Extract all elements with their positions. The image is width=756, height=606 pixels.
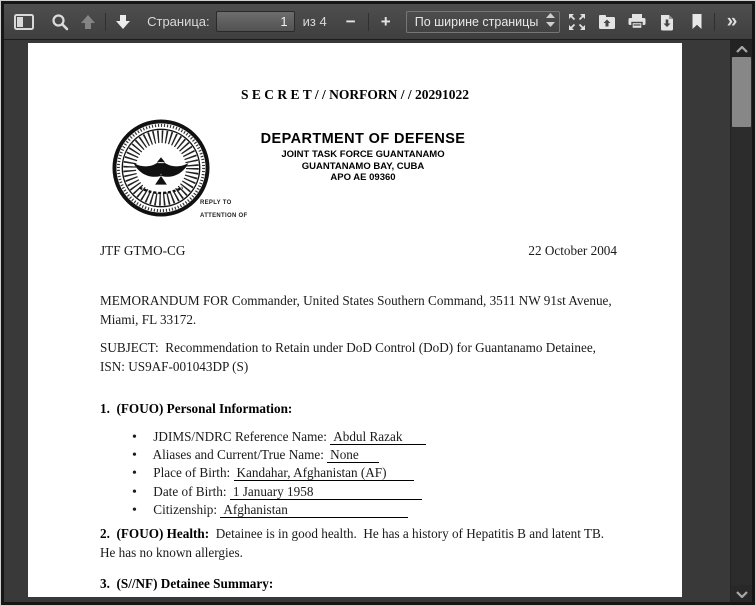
subject-line1: SUBJECT: Recommendation to Retain under DoD Control (DoD) for Guantanamo Detainee, (100, 340, 596, 355)
page-label: Страница: (147, 14, 210, 29)
sidebar-toggle-button[interactable] (10, 9, 38, 35)
search-icon (51, 13, 69, 31)
zoom-mode-value: По ширине страницы (414, 14, 539, 29)
viewer-content (4, 40, 752, 602)
chevron-up-icon (736, 40, 748, 58)
memo-line1: MEMORANDUM FOR Commander, United States Southern Command, 3511 NW 91st Avenue, (100, 293, 612, 308)
field-value: Kandahar, Afghanistan (AF) (234, 466, 414, 481)
chevron-down-icon (736, 585, 748, 603)
section1-heading: 1. (FOUO) Personal Information: (100, 401, 293, 416)
field-label: Date of Birth: (153, 483, 227, 499)
field-value: Abdul Razak (330, 430, 426, 445)
section2-line1: Detainee is in good health. He has a history of Hepatitis B and latent TB. (209, 526, 605, 541)
memo-line2: Miami, FL 33172. (100, 311, 197, 327)
bookmark-icon (690, 13, 704, 30)
letterhead (178, 131, 548, 184)
memorandum-paragraph (100, 292, 645, 329)
letterhead-location: GUANTANAMO BAY, CUBA (301, 160, 425, 172)
field-value: None (327, 448, 379, 463)
field-value: 1 January 1958 (230, 485, 422, 500)
toolbar-divider (105, 13, 106, 31)
classification-banner: S E C R E T / / NORFORN / / 20291022 (241, 87, 469, 102)
section2-paragraph (100, 525, 645, 562)
reply-to-label: REPLY TO (200, 200, 232, 206)
subject-line2: ISN: US9AF-001043DP (S) (100, 358, 249, 374)
toolbar-divider (714, 13, 715, 31)
search-button[interactable] (46, 9, 74, 35)
previous-page-button[interactable] (74, 9, 102, 35)
section3-heading: 3. (S//NF) Detainee Summary: (100, 576, 274, 591)
print-button[interactable] (623, 9, 651, 35)
field-label: Aliases and Current/True Name: (152, 447, 324, 463)
subject-paragraph (100, 339, 645, 376)
list-item (132, 464, 426, 482)
document-date: 22 October 2004 (528, 243, 617, 258)
download-button[interactable] (653, 9, 681, 35)
field-label: JDIMS/NDRC Reference Name: (153, 429, 327, 444)
list-item (132, 501, 426, 519)
scroll-down-button[interactable] (731, 585, 752, 602)
arrow-up-icon (80, 14, 96, 30)
letterhead-dept: DEPARTMENT OF DEFENSE (260, 131, 466, 147)
next-page-button[interactable] (109, 9, 137, 35)
section2-heading: 2. (FOUO) Health: (100, 526, 210, 541)
letterhead-apo: APO AE 09360 (330, 172, 396, 183)
field-label: Place of Birth: (153, 465, 231, 481)
vertical-scrollbar (730, 40, 752, 602)
presentation-mode-button[interactable] (563, 9, 591, 35)
print-icon (627, 13, 647, 31)
zoom-out-button[interactable]: − (337, 9, 365, 35)
section2-line2: He has no known allergies. (100, 544, 243, 560)
page-number-input[interactable] (216, 11, 295, 32)
download-icon (658, 13, 676, 31)
scroll-up-button[interactable] (731, 40, 752, 57)
list-item (132, 483, 426, 501)
attention-of-label: ATTENTION OF (200, 213, 248, 219)
field-value: Afghanistan (220, 503, 408, 518)
letterhead-org: JOINT TASK FORCE GUANTANAMO (281, 149, 445, 160)
list-item (132, 428, 426, 446)
office-symbol: JTF GTMO-CG (100, 243, 186, 258)
pdf-page (28, 43, 682, 597)
zoom-mode-select[interactable] (406, 11, 561, 33)
pdf-toolbar (4, 4, 752, 40)
field-label: Citizenship: (153, 501, 218, 517)
list-item (132, 446, 426, 464)
scrollbar-thumb[interactable] (732, 57, 751, 127)
arrow-down-icon (115, 14, 131, 30)
bookmark-button[interactable] (683, 9, 711, 35)
open-file-icon (597, 13, 617, 31)
expand-arrows-icon (568, 13, 586, 31)
toolbar-divider (368, 13, 369, 31)
zoom-in-button[interactable]: + (372, 9, 400, 35)
select-spinner-icon (546, 13, 555, 30)
sidebar-toggle-icon (14, 14, 34, 30)
personal-info-list (132, 428, 426, 519)
page-total-label: из 4 (302, 14, 327, 29)
more-tools-button[interactable]: » (718, 9, 746, 35)
open-file-button[interactable] (593, 9, 621, 35)
